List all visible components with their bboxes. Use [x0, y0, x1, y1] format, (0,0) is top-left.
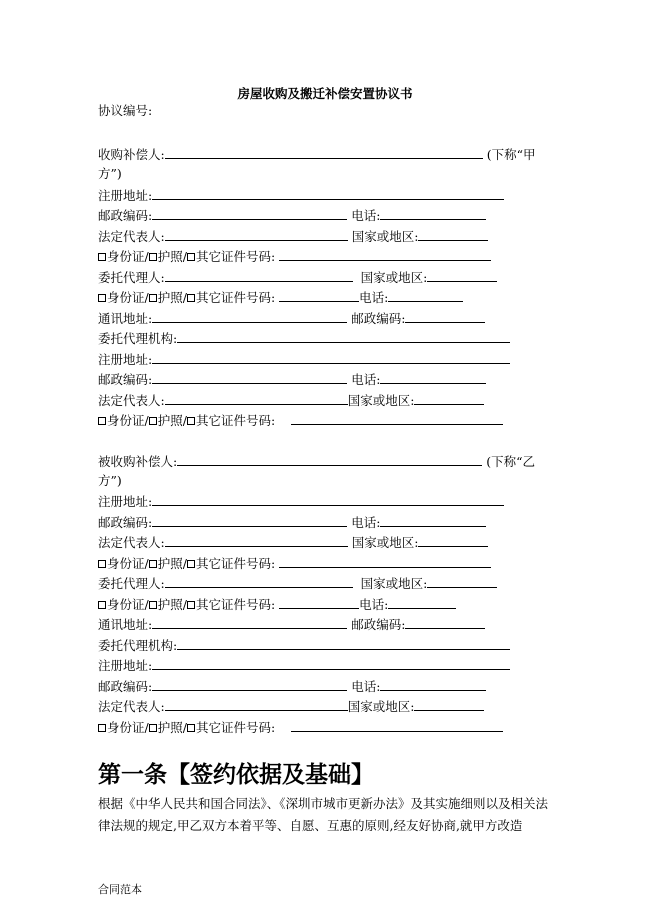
checkbox-icon[interactable] — [98, 601, 106, 609]
party-a-postal-row: 邮政编码: 电话: — [98, 207, 486, 224]
checkbox-icon[interactable] — [187, 253, 195, 261]
party-b-org-legal-rep-row: 法定代表人: 国家或地区: — [98, 698, 484, 715]
checkbox-icon[interactable] — [98, 294, 106, 302]
party-a-org-id-row: 身份证/ 护照/ 其它证件号码: — [98, 412, 503, 429]
agreement-number: 协议编号: — [98, 103, 153, 118]
party-a-name-row: 收购补偿人: (下称“甲 — [98, 147, 536, 162]
party-b-agent-org-row: 委托代理机构: — [98, 637, 510, 654]
checkbox-icon[interactable] — [149, 724, 157, 732]
checkbox-icon[interactable] — [98, 417, 106, 425]
party-a-id-row: 身份证/ 护照/ 其它证件号码: — [98, 248, 491, 265]
party-a-name-blank[interactable] — [165, 146, 483, 159]
article-1-heading: 第一条【签约依据及基础】 — [98, 762, 374, 788]
party-a-org-reg-address: 注册地址: — [98, 351, 510, 368]
party-b-org-id-row: 身份证/ 护照/ 其它证件号码: — [98, 719, 503, 736]
party-a-name-suffix: 方”) — [98, 166, 122, 181]
checkbox-icon[interactable] — [149, 294, 157, 302]
party-a-org-legal-rep-row: 法定代表人: 国家或地区: — [98, 392, 484, 409]
party-a-legal-rep-row: 法定代表人: 国家或地区: — [98, 228, 488, 245]
party-b-agent-row: 委托代理人: 国家或地区: — [98, 575, 497, 592]
checkbox-icon[interactable] — [187, 724, 195, 732]
party-b-name-row: 被收购补偿人: (下称“乙 — [98, 454, 535, 469]
checkbox-icon[interactable] — [149, 253, 157, 261]
checkbox-icon[interactable] — [187, 417, 195, 425]
footer-label: 合同范本 — [98, 883, 142, 896]
checkbox-icon[interactable] — [98, 560, 106, 568]
party-a-mail-address-row: 通讯地址: 邮政编码: — [98, 310, 485, 327]
checkbox-icon[interactable] — [187, 601, 195, 609]
party-b-name-suffix: 方”) — [98, 473, 122, 488]
party-a-agent-row: 委托代理人: 国家或地区: — [98, 269, 497, 286]
checkbox-icon[interactable] — [187, 294, 195, 302]
party-b-org-postal-row: 邮政编码: 电话: — [98, 678, 486, 695]
party-b-id-row: 身份证/ 护照/ 其它证件号码: — [98, 555, 491, 572]
document-title: 房屋收购及搬迁补偿安置协议书 — [237, 86, 413, 101]
party-b-org-reg-address: 注册地址: — [98, 657, 510, 674]
checkbox-icon[interactable] — [98, 724, 106, 732]
party-b-mail-address-row: 通讯地址: 邮政编码: — [98, 616, 485, 633]
party-b-postal-row: 邮政编码: 电话: — [98, 514, 486, 531]
checkbox-icon[interactable] — [149, 560, 157, 568]
article-1-line-1: 根据《中华人民共和国合同法》、《深圳市城市更新办法》及其实施细则以及相关法 — [98, 796, 549, 811]
party-a-agent-id-row: 身份证/ 护照/ 其它证件号码: 电话: — [98, 289, 463, 306]
party-a-reg-address: 注册地址: — [98, 187, 504, 204]
party-b-name-blank[interactable] — [177, 453, 482, 466]
checkbox-icon[interactable] — [187, 560, 195, 568]
checkbox-icon[interactable] — [149, 417, 157, 425]
party-a-agent-org-row: 委托代理机构: — [98, 330, 510, 347]
checkbox-icon[interactable] — [98, 253, 106, 261]
article-1-line-2: 律法规的规定,甲乙双方本着平等、自愿、互惠的原则,经友好协商,就甲方改造 — [98, 818, 523, 833]
party-b-legal-rep-row: 法定代表人: 国家或地区: — [98, 534, 488, 551]
party-b-reg-address: 注册地址: — [98, 493, 504, 510]
party-a-org-postal-row: 邮政编码: 电话: — [98, 371, 486, 388]
party-b-agent-id-row: 身份证/ 护照/ 其它证件号码: 电话: — [98, 596, 456, 613]
checkbox-icon[interactable] — [149, 601, 157, 609]
